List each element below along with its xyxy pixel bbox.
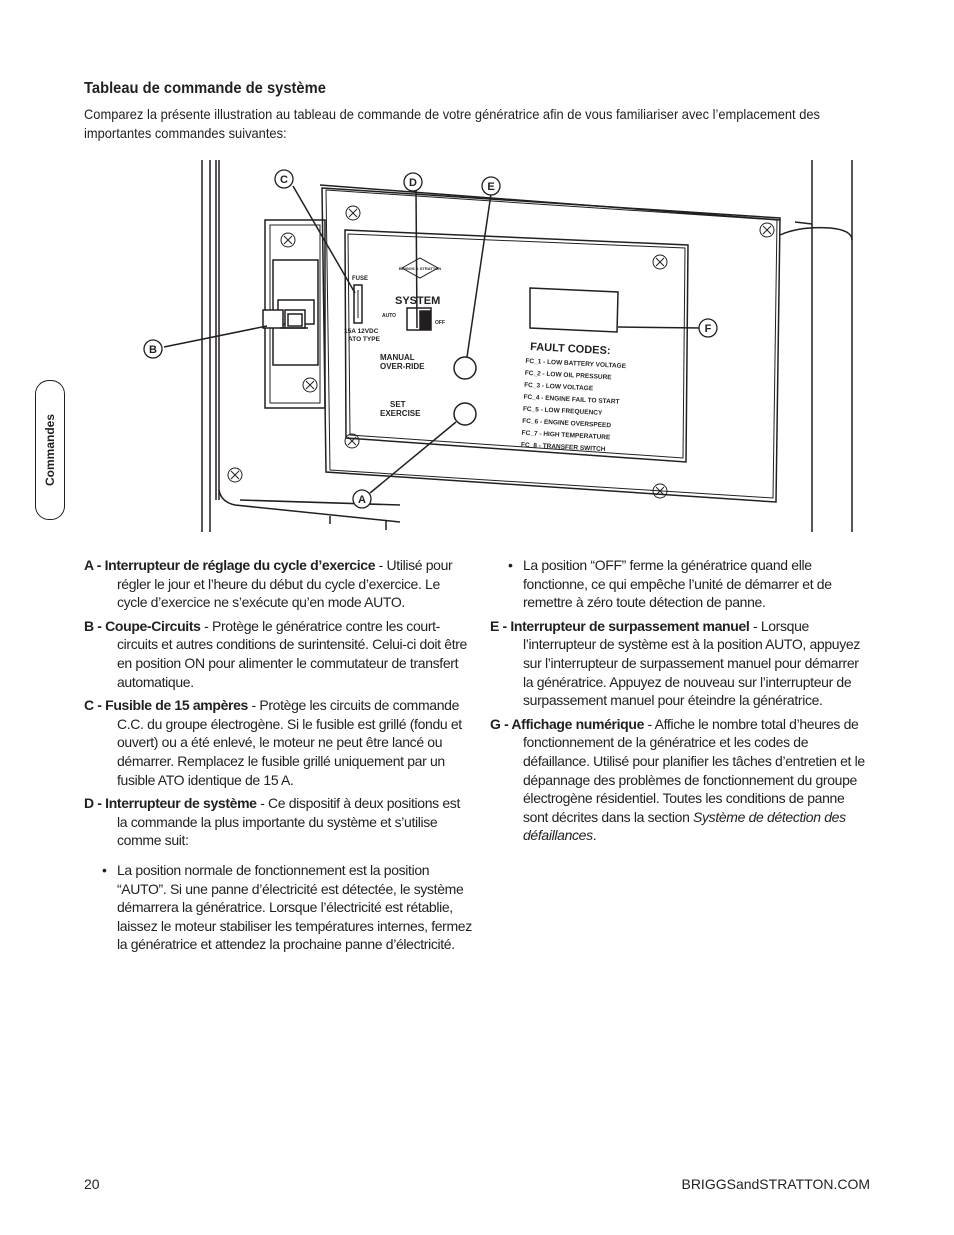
- section-tab-label: Commandes: [43, 413, 57, 487]
- fault-code-8: FC_8 - TRANSFER SWITCH: [520, 441, 606, 454]
- fault-code-5: FC_5 - LOW FREQUENCY: [522, 405, 603, 417]
- bullet-marker: •: [508, 557, 513, 573]
- item-g: [490, 715, 872, 845]
- item-a-text: - Utilisé pour régler le jour et l’heure du début du cycle d’exercice. Le cycle d’exercice ne s’exécute qu’en mode AUTO.: [117, 557, 453, 611]
- item-g-end: .: [592, 827, 597, 844]
- item-a-label: A - Interrupteur de réglage du cycle d’exercice: [84, 557, 376, 573]
- item-g-text: - Affiche le nombre total d’heures de fonctionnement de la génératrice et les codes de défaillance. Utilisé pour planifier les tâches d’entretien et le dépannage des problèmes de fonctionnement du groupe électrogène résidentiel. Toutes les conditions de panne sont décrites dans la section: [523, 715, 865, 825]
- item-e-label: E - Interrupteur de surpassement manuel: [490, 617, 750, 634]
- manual-label-1: MANUAL: [380, 353, 415, 362]
- manual-label-2: OVER-RIDE: [380, 362, 425, 371]
- bullet-marker: •: [102, 861, 107, 878]
- fuse-rating-1: 15A 12VDC: [344, 328, 379, 335]
- item-b-label: B - Coupe-Circuits: [84, 617, 201, 634]
- intro-paragraph: Comparez la présente illustration au tableau de commande de votre génératrice afin de vous familiariser avec l’emplacement des importantes commandes suivantes:: [84, 106, 820, 141]
- fuse-rating-2: ATO TYPE: [348, 336, 380, 343]
- brand-logo-text: BRIGGS & STRATTON: [398, 266, 442, 271]
- page-title: Tableau de commande de système: [84, 80, 326, 97]
- set-label-1: SET: [390, 400, 406, 409]
- callout-b-label: B: [149, 344, 157, 356]
- bullet-off-text: La position “OFF” ferme la génératrice quand elle fonctionne, ce qui empêche l’unité de démarrer et de remettre à zéro toute détection de panne.: [523, 557, 832, 611]
- callout-a-label: A: [358, 494, 366, 506]
- fault-code-7: FC_7 - HIGH TEMPERATURE: [521, 429, 611, 442]
- item-c-text: - Protège les circuits de commande C.C. du groupe électrogène. Si le fusible est grillé (fondu et ouvert) ou a été enlevé, le moteur ne peut être lancé ou démarrer. Remplacez le fusible grillé uniquement par un fusible ATO identique de 15 A.: [117, 697, 462, 788]
- fault-code-2: FC_2 - LOW OIL PRESSURE: [524, 369, 612, 382]
- fault-code-1: FC_1 - LOW BATTERY VOLTAGE: [525, 357, 627, 371]
- item-b: [84, 617, 472, 691]
- fault-code-3: FC_3 - LOW VOLTAGE: [523, 381, 594, 393]
- item-g-italic: Système de détection des défaillances: [523, 808, 846, 844]
- item-c-label: C - Fusible de 15 ampères: [84, 697, 248, 714]
- fault-codes-title: FAULT CODES:: [529, 341, 611, 358]
- callout-e-label: E: [487, 181, 495, 193]
- website-link[interactable]: BRIGGSandSTRATTON.COM: [681, 1176, 870, 1192]
- off-label: OFF: [435, 320, 445, 326]
- system-label: SYSTEM: [395, 295, 441, 307]
- item-a: [84, 556, 472, 612]
- page-number: 20: [84, 1176, 100, 1192]
- right-column: [490, 556, 872, 850]
- set-label-2: EXERCISE: [380, 409, 421, 418]
- item-e: [490, 617, 872, 710]
- callout-c-label: C: [280, 174, 288, 186]
- left-column: [84, 556, 472, 959]
- item-g-label: G - Affichage numérique: [490, 715, 645, 732]
- bullet-off: [490, 556, 872, 612]
- control-panel-illustration: [140, 160, 872, 532]
- item-c: [84, 696, 472, 789]
- item-e-text: - Lorsque l’interrupteur de système est à la position AUTO, appuyez sur l’interrupteur de surpassement manuel pour démarrer la génératrice. Appuyez de nouveau sur l’interrupteur de surpassement manuel pour éteindre la génératrice.: [523, 617, 860, 709]
- fuse-label: FUSE: [352, 276, 369, 282]
- callout-d-label: D: [409, 177, 417, 189]
- fault-code-6: FC_6 - ENGINE OVERSPEED: [522, 417, 612, 430]
- item-d-text: - Ce dispositif à deux positions est la commande la plus importante du système et s’utilise comme suit:: [117, 795, 460, 849]
- bullet-auto: [84, 861, 472, 954]
- auto-label: AUTO: [382, 313, 397, 319]
- item-d: [84, 794, 472, 850]
- item-b-text: - Protège le génératrice contre les court-circuits et autres conditions de surintensité. Celui-ci doit être en position ON pour alimenter le commutateur de transfert automatique.: [117, 617, 467, 690]
- callout-f-label: F: [704, 323, 712, 335]
- bullet-auto-text: La position normale de fonctionnement est la position “AUTO”. Si une panne d’électricité est détectée, le système démarrera la génératrice. Lorsque l’électricité est rétablie, laissez le moteur stabiliser les températures internes, fermez la génératrice et attendez la prochaine panne d’électricité.: [117, 861, 472, 953]
- item-d-label: D - Interrupteur de système: [84, 795, 257, 812]
- fault-code-4: FC_4 - ENGINE FAIL TO START: [523, 393, 620, 406]
